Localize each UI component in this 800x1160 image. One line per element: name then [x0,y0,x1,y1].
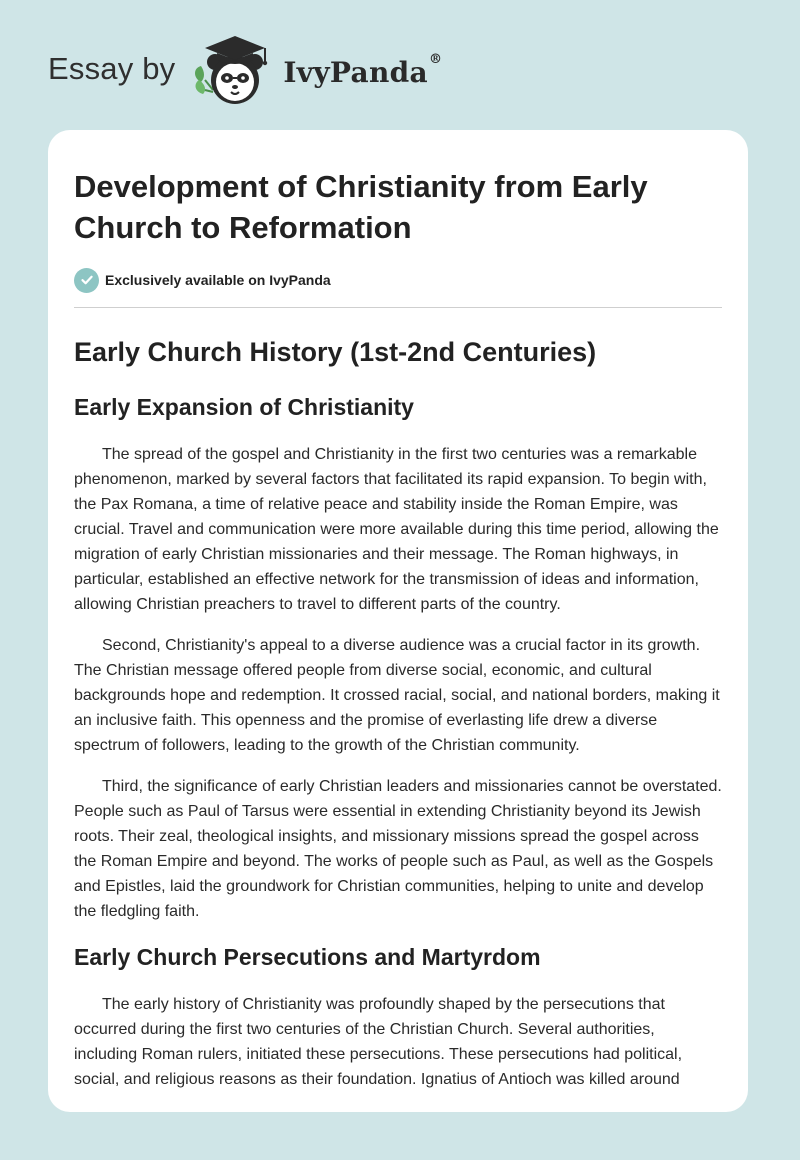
exclusive-badge [74,267,722,293]
subsection-heading: Early Church Persecutions and Martyrdom [74,944,541,970]
check-circle-icon [74,268,99,293]
title-divider [74,307,722,308]
paragraph: The spread of the gospel and Christianity in the first two centuries was a remarkable phenomenon, marked by several factors that facilitated its rapid expansion. To begin with, the Pax Romana, a time of relative peace and stability inside the Roman Empire, was crucial. Travel and communication were more available during this time period, allowing the migration of early Christian missionaries and their message. The Roman highways, in particular, established an effective network for the transmission of ideas and information, allowing Christian preachers to travel to different parts of the country. [74,446,719,613]
registered-mark: ® [428,51,443,67]
article-content [48,130,748,1092]
brand-name[interactable] [283,51,443,89]
article-card [48,130,748,1112]
panda-graduation-cap-icon[interactable] [191,30,279,110]
paragraph: Third, the significance of early Christian leaders and missionaries cannot be overstated. People such as Paul of Tarsus were essential in extending Christianity beyond its Jewish roots. Their zeal, theological insights, and missionary missions spread the gospel across the Roman Empire and beyond. The works of people such as Paul, as well as the Gospels and Epistles, laid the groundwork for Christian communities, helping to unite and develop the fledgling faith. [74,778,722,920]
brand-text: IvyPanda [283,55,428,89]
subsection-heading: Early Expansion of Christianity [74,394,414,420]
section-heading: Early Church History (1st-2nd Centuries) [74,337,597,367]
paragraph: The early history of Christianity was profoundly shaped by the persecutions that occurred during the first two centuries of the Christian Church. Several authorities, including Roman rulers, initiated these persecutions. These persecutions had political, social, and religious reasons as their foundation. Ignatius of Antioch was killed around [74,996,683,1088]
essay-by-label: Essay by [48,51,176,86]
paragraph: Second, Christianity's appeal to a diverse audience was a crucial factor in its growth. The Christian message offered people from diverse social, economic, and cultural backgrounds hope and redemption. It crossed racial, social, and national borders, making it an inclusive faith. This openness and the promise of everlasting life drew a diverse spectrum of followers, leading to the growth of the Christian community. [74,637,720,754]
exclusive-label: Exclusively available on IvyPanda [105,272,331,288]
article-title: Development of Christianity from Early Church to Reformation [74,169,648,245]
site-header [48,30,442,110]
